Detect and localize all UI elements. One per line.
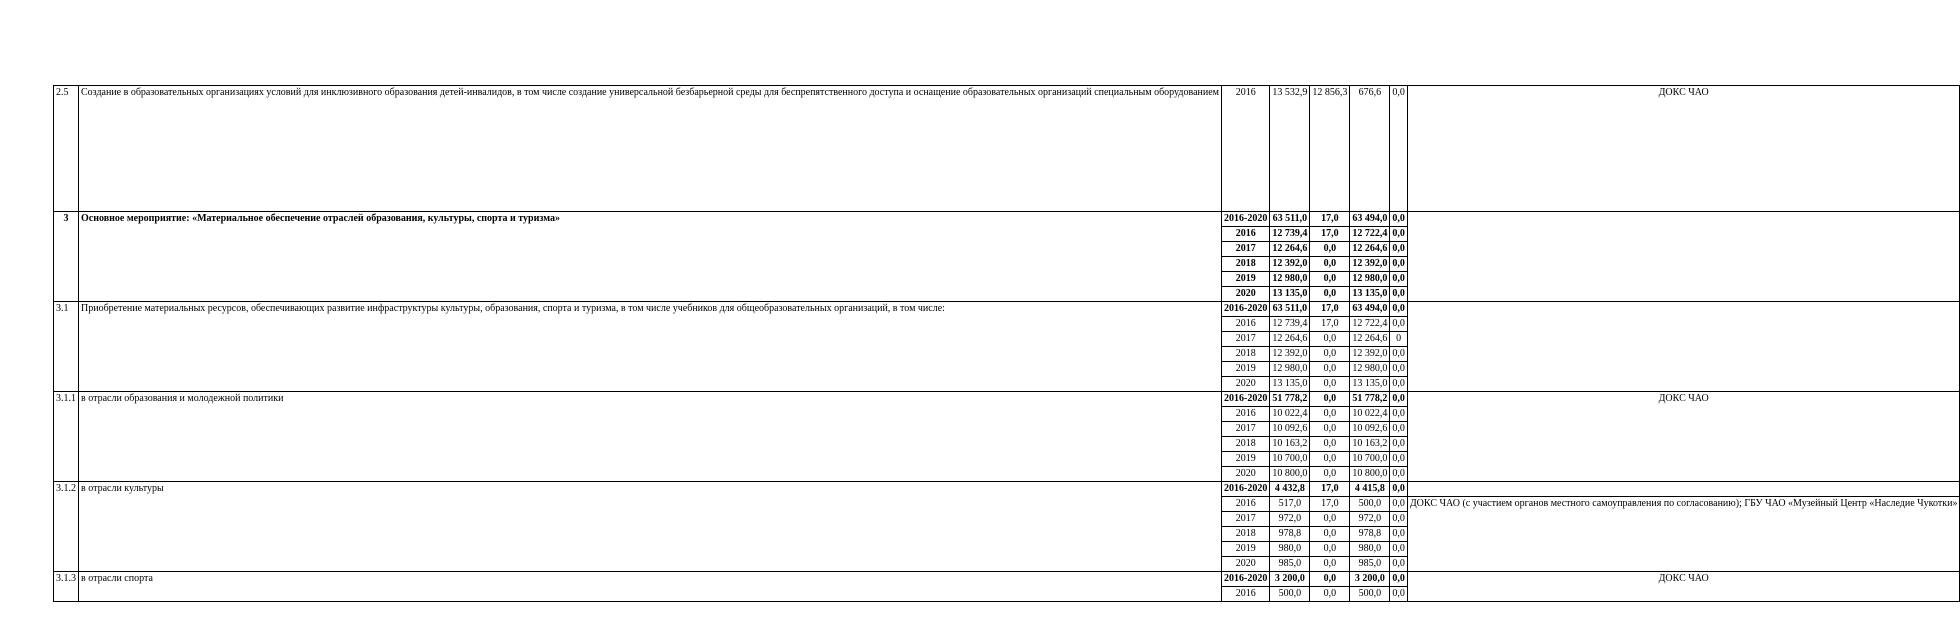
federal-cell: 0,0 [1310, 347, 1350, 362]
row-description: в отрасли образования и молодежной политики [79, 392, 1222, 482]
responsible-executor: ДОКС ЧАО [1407, 86, 1960, 212]
other-cell: 0,0 [1390, 392, 1408, 407]
total-cell: 10 163,2 [1270, 437, 1310, 452]
okrug-cell: 10 163,2 [1350, 437, 1390, 452]
other-cell: 0,0 [1390, 557, 1408, 572]
other-cell: 0,0 [1390, 227, 1408, 242]
federal-cell: 0,0 [1310, 467, 1350, 482]
year-cell: 2017 [1222, 242, 1270, 257]
year-cell: 2020 [1222, 377, 1270, 392]
okrug-cell: 12 722,4 [1350, 317, 1390, 332]
year-cell: 2018 [1222, 257, 1270, 272]
total-cell: 63 511,0 [1270, 302, 1310, 317]
year-cell: 2017 [1222, 512, 1270, 527]
okrug-cell: 12 980,0 [1350, 272, 1390, 287]
year-cell: 2016 [1222, 227, 1270, 242]
row-description: Приобретение материальных ресурсов, обеспечивающих развитие инфраструктуры культуры, образования, спорта и туризма, в том числе учебников для общеобразовательных организаций, в том числе: [79, 302, 1222, 392]
okrug-cell: 10 800,0 [1350, 467, 1390, 482]
federal-cell: 0,0 [1310, 542, 1350, 557]
other-cell: 0,0 [1390, 377, 1408, 392]
year-cell: 2019 [1222, 452, 1270, 467]
okrug-cell: 13 135,0 [1350, 287, 1390, 302]
other-cell: 0,0 [1390, 272, 1408, 287]
total-cell: 12 980,0 [1270, 272, 1310, 287]
program-funding-table [53, 85, 1960, 602]
responsible-executor: ДОКС ЧАО (с участием органов местного самоуправления по согласованию); ГБУ ЧАО «Музейный Центр «Наследие Чукотки» [1407, 497, 1960, 572]
federal-cell: 0,0 [1310, 557, 1350, 572]
okrug-cell: 3 200,0 [1350, 572, 1390, 587]
other-cell: 0,0 [1390, 542, 1408, 557]
year-cell: 2016-2020 [1222, 392, 1270, 407]
other-cell: 0 [1390, 332, 1408, 347]
total-cell: 500,0 [1270, 587, 1310, 602]
total-cell: 51 778,2 [1270, 392, 1310, 407]
other-cell: 0,0 [1390, 587, 1408, 602]
total-cell: 13 135,0 [1270, 287, 1310, 302]
federal-cell: 17,0 [1310, 302, 1350, 317]
total-cell: 10 700,0 [1270, 452, 1310, 467]
okrug-cell: 63 494,0 [1350, 302, 1390, 317]
other-cell: 0,0 [1390, 422, 1408, 437]
other-cell: 0,0 [1390, 212, 1408, 227]
year-cell: 2020 [1222, 287, 1270, 302]
okrug-cell: 980,0 [1350, 542, 1390, 557]
federal-cell: 0,0 [1310, 407, 1350, 422]
okrug-cell: 12 264,6 [1350, 332, 1390, 347]
row-description: Создание в образовательных организациях условий для инклюзивного образования детей-инвалидов, в том числе создание универсальной безбарьерной среды для беспрепятственного доступа и оснащение образовательных организаций специальным оборудованием [79, 86, 1222, 212]
row-description: в отрасли культуры [79, 482, 1222, 572]
other-cell: 0,0 [1390, 497, 1408, 512]
total-cell: 4 432,8 [1270, 482, 1310, 497]
other-cell: 0,0 [1390, 512, 1408, 527]
total-cell: 3 200,0 [1270, 572, 1310, 587]
table-row [54, 572, 1960, 587]
other-cell: 0,0 [1390, 317, 1408, 332]
other-cell: 0,0 [1390, 482, 1408, 497]
total-cell: 12 264,6 [1270, 242, 1310, 257]
year-cell: 2018 [1222, 347, 1270, 362]
year-cell: 2018 [1222, 437, 1270, 452]
other-cell: 0,0 [1390, 347, 1408, 362]
other-cell: 0,0 [1390, 452, 1408, 467]
other-cell: 0,0 [1390, 242, 1408, 257]
year-cell: 2016-2020 [1222, 572, 1270, 587]
table-row [54, 86, 1960, 212]
federal-cell: 0,0 [1310, 587, 1350, 602]
total-cell: 12 264,6 [1270, 332, 1310, 347]
responsible-executor: ДОКС ЧАО [1407, 572, 1960, 602]
okrug-cell: 12 392,0 [1350, 347, 1390, 362]
year-cell: 2019 [1222, 362, 1270, 377]
table-row [54, 482, 1960, 497]
federal-cell: 17,0 [1310, 317, 1350, 332]
okrug-cell: 500,0 [1350, 497, 1390, 512]
total-cell: 10 022,4 [1270, 407, 1310, 422]
total-cell: 980,0 [1270, 542, 1310, 557]
row-index: 3.1 [54, 302, 79, 392]
federal-cell: 12 856,3 [1310, 86, 1350, 212]
year-cell: 2017 [1222, 332, 1270, 347]
federal-cell: 17,0 [1310, 212, 1350, 227]
other-cell: 0,0 [1390, 287, 1408, 302]
federal-cell: 0,0 [1310, 437, 1350, 452]
total-cell: 12 980,0 [1270, 362, 1310, 377]
row-description: в отрасли спорта [79, 572, 1222, 602]
year-cell: 2020 [1222, 467, 1270, 482]
okrug-cell: 12 264,6 [1350, 242, 1390, 257]
row-index: 2.5 [54, 86, 79, 212]
okrug-cell: 500,0 [1350, 587, 1390, 602]
year-cell: 2016 [1222, 317, 1270, 332]
federal-cell: 0,0 [1310, 377, 1350, 392]
year-cell: 2020 [1222, 557, 1270, 572]
total-cell: 12 392,0 [1270, 347, 1310, 362]
okrug-cell: 12 980,0 [1350, 362, 1390, 377]
federal-cell: 0,0 [1310, 242, 1350, 257]
year-cell: 2019 [1222, 272, 1270, 287]
federal-cell: 0,0 [1310, 452, 1350, 467]
total-cell: 10 092,6 [1270, 422, 1310, 437]
okrug-cell: 985,0 [1350, 557, 1390, 572]
total-cell: 12 392,0 [1270, 257, 1310, 272]
year-cell: 2017 [1222, 422, 1270, 437]
year-cell: 2018 [1222, 527, 1270, 542]
total-cell: 12 739,4 [1270, 227, 1310, 242]
federal-cell: 0,0 [1310, 332, 1350, 347]
year-cell: 2016 [1222, 86, 1270, 212]
federal-cell: 17,0 [1310, 482, 1350, 497]
row-index: 3.1.2 [54, 482, 79, 572]
federal-cell: 0,0 [1310, 257, 1350, 272]
row-index: 3.1.3 [54, 572, 79, 602]
total-cell: 978,8 [1270, 527, 1310, 542]
other-cell: 0,0 [1390, 86, 1408, 212]
total-cell: 13 135,0 [1270, 377, 1310, 392]
federal-cell: 0,0 [1310, 392, 1350, 407]
total-cell: 517,0 [1270, 497, 1310, 512]
year-cell: 2016 [1222, 587, 1270, 602]
other-cell: 0,0 [1390, 572, 1408, 587]
federal-cell: 0,0 [1310, 512, 1350, 527]
okrug-cell: 13 135,0 [1350, 377, 1390, 392]
year-cell: 2016-2020 [1222, 212, 1270, 227]
responsible-executor: ДОКС ЧАО [1407, 392, 1960, 482]
okrug-cell: 63 494,0 [1350, 212, 1390, 227]
total-cell: 985,0 [1270, 557, 1310, 572]
year-cell: 2016 [1222, 407, 1270, 422]
other-cell: 0,0 [1390, 257, 1408, 272]
other-cell: 0,0 [1390, 407, 1408, 422]
total-cell: 13 532,9 [1270, 86, 1310, 212]
table-row [54, 212, 1960, 227]
table-row [54, 392, 1960, 407]
okrug-cell: 10 092,6 [1350, 422, 1390, 437]
other-cell: 0,0 [1390, 437, 1408, 452]
federal-cell: 17,0 [1310, 497, 1350, 512]
okrug-cell: 978,8 [1350, 527, 1390, 542]
federal-cell: 0,0 [1310, 572, 1350, 587]
row-index: 3.1.1 [54, 392, 79, 482]
federal-cell: 17,0 [1310, 227, 1350, 242]
year-cell: 2016-2020 [1222, 302, 1270, 317]
total-cell: 12 739,4 [1270, 317, 1310, 332]
year-cell: 2016-2020 [1222, 482, 1270, 497]
okrug-cell: 51 778,2 [1350, 392, 1390, 407]
okrug-cell: 4 415,8 [1350, 482, 1390, 497]
federal-cell: 0,0 [1310, 272, 1350, 287]
other-cell: 0,0 [1390, 467, 1408, 482]
responsible-empty [1407, 482, 1960, 497]
year-cell: 2016 [1222, 497, 1270, 512]
other-cell: 0,0 [1390, 362, 1408, 377]
federal-cell: 0,0 [1310, 527, 1350, 542]
okrug-cell: 10 700,0 [1350, 452, 1390, 467]
other-cell: 0,0 [1390, 527, 1408, 542]
federal-cell: 0,0 [1310, 422, 1350, 437]
row-index: 3 [54, 212, 79, 302]
okrug-cell: 10 022,4 [1350, 407, 1390, 422]
federal-cell: 0,0 [1310, 287, 1350, 302]
other-cell: 0,0 [1390, 302, 1408, 317]
okrug-cell: 12 392,0 [1350, 257, 1390, 272]
table-row [54, 302, 1960, 317]
responsible-executor [1407, 302, 1960, 392]
okrug-cell: 972,0 [1350, 512, 1390, 527]
total-cell: 972,0 [1270, 512, 1310, 527]
okrug-cell: 12 722,4 [1350, 227, 1390, 242]
total-cell: 63 511,0 [1270, 212, 1310, 227]
federal-cell: 0,0 [1310, 362, 1350, 377]
row-description: Основное мероприятие: «Материальное обеспечение отраслей образования, культуры, спорта и туризма» [79, 212, 1222, 302]
okrug-cell: 676,6 [1350, 86, 1390, 212]
total-cell: 10 800,0 [1270, 467, 1310, 482]
responsible-executor [1407, 212, 1960, 302]
year-cell: 2019 [1222, 542, 1270, 557]
